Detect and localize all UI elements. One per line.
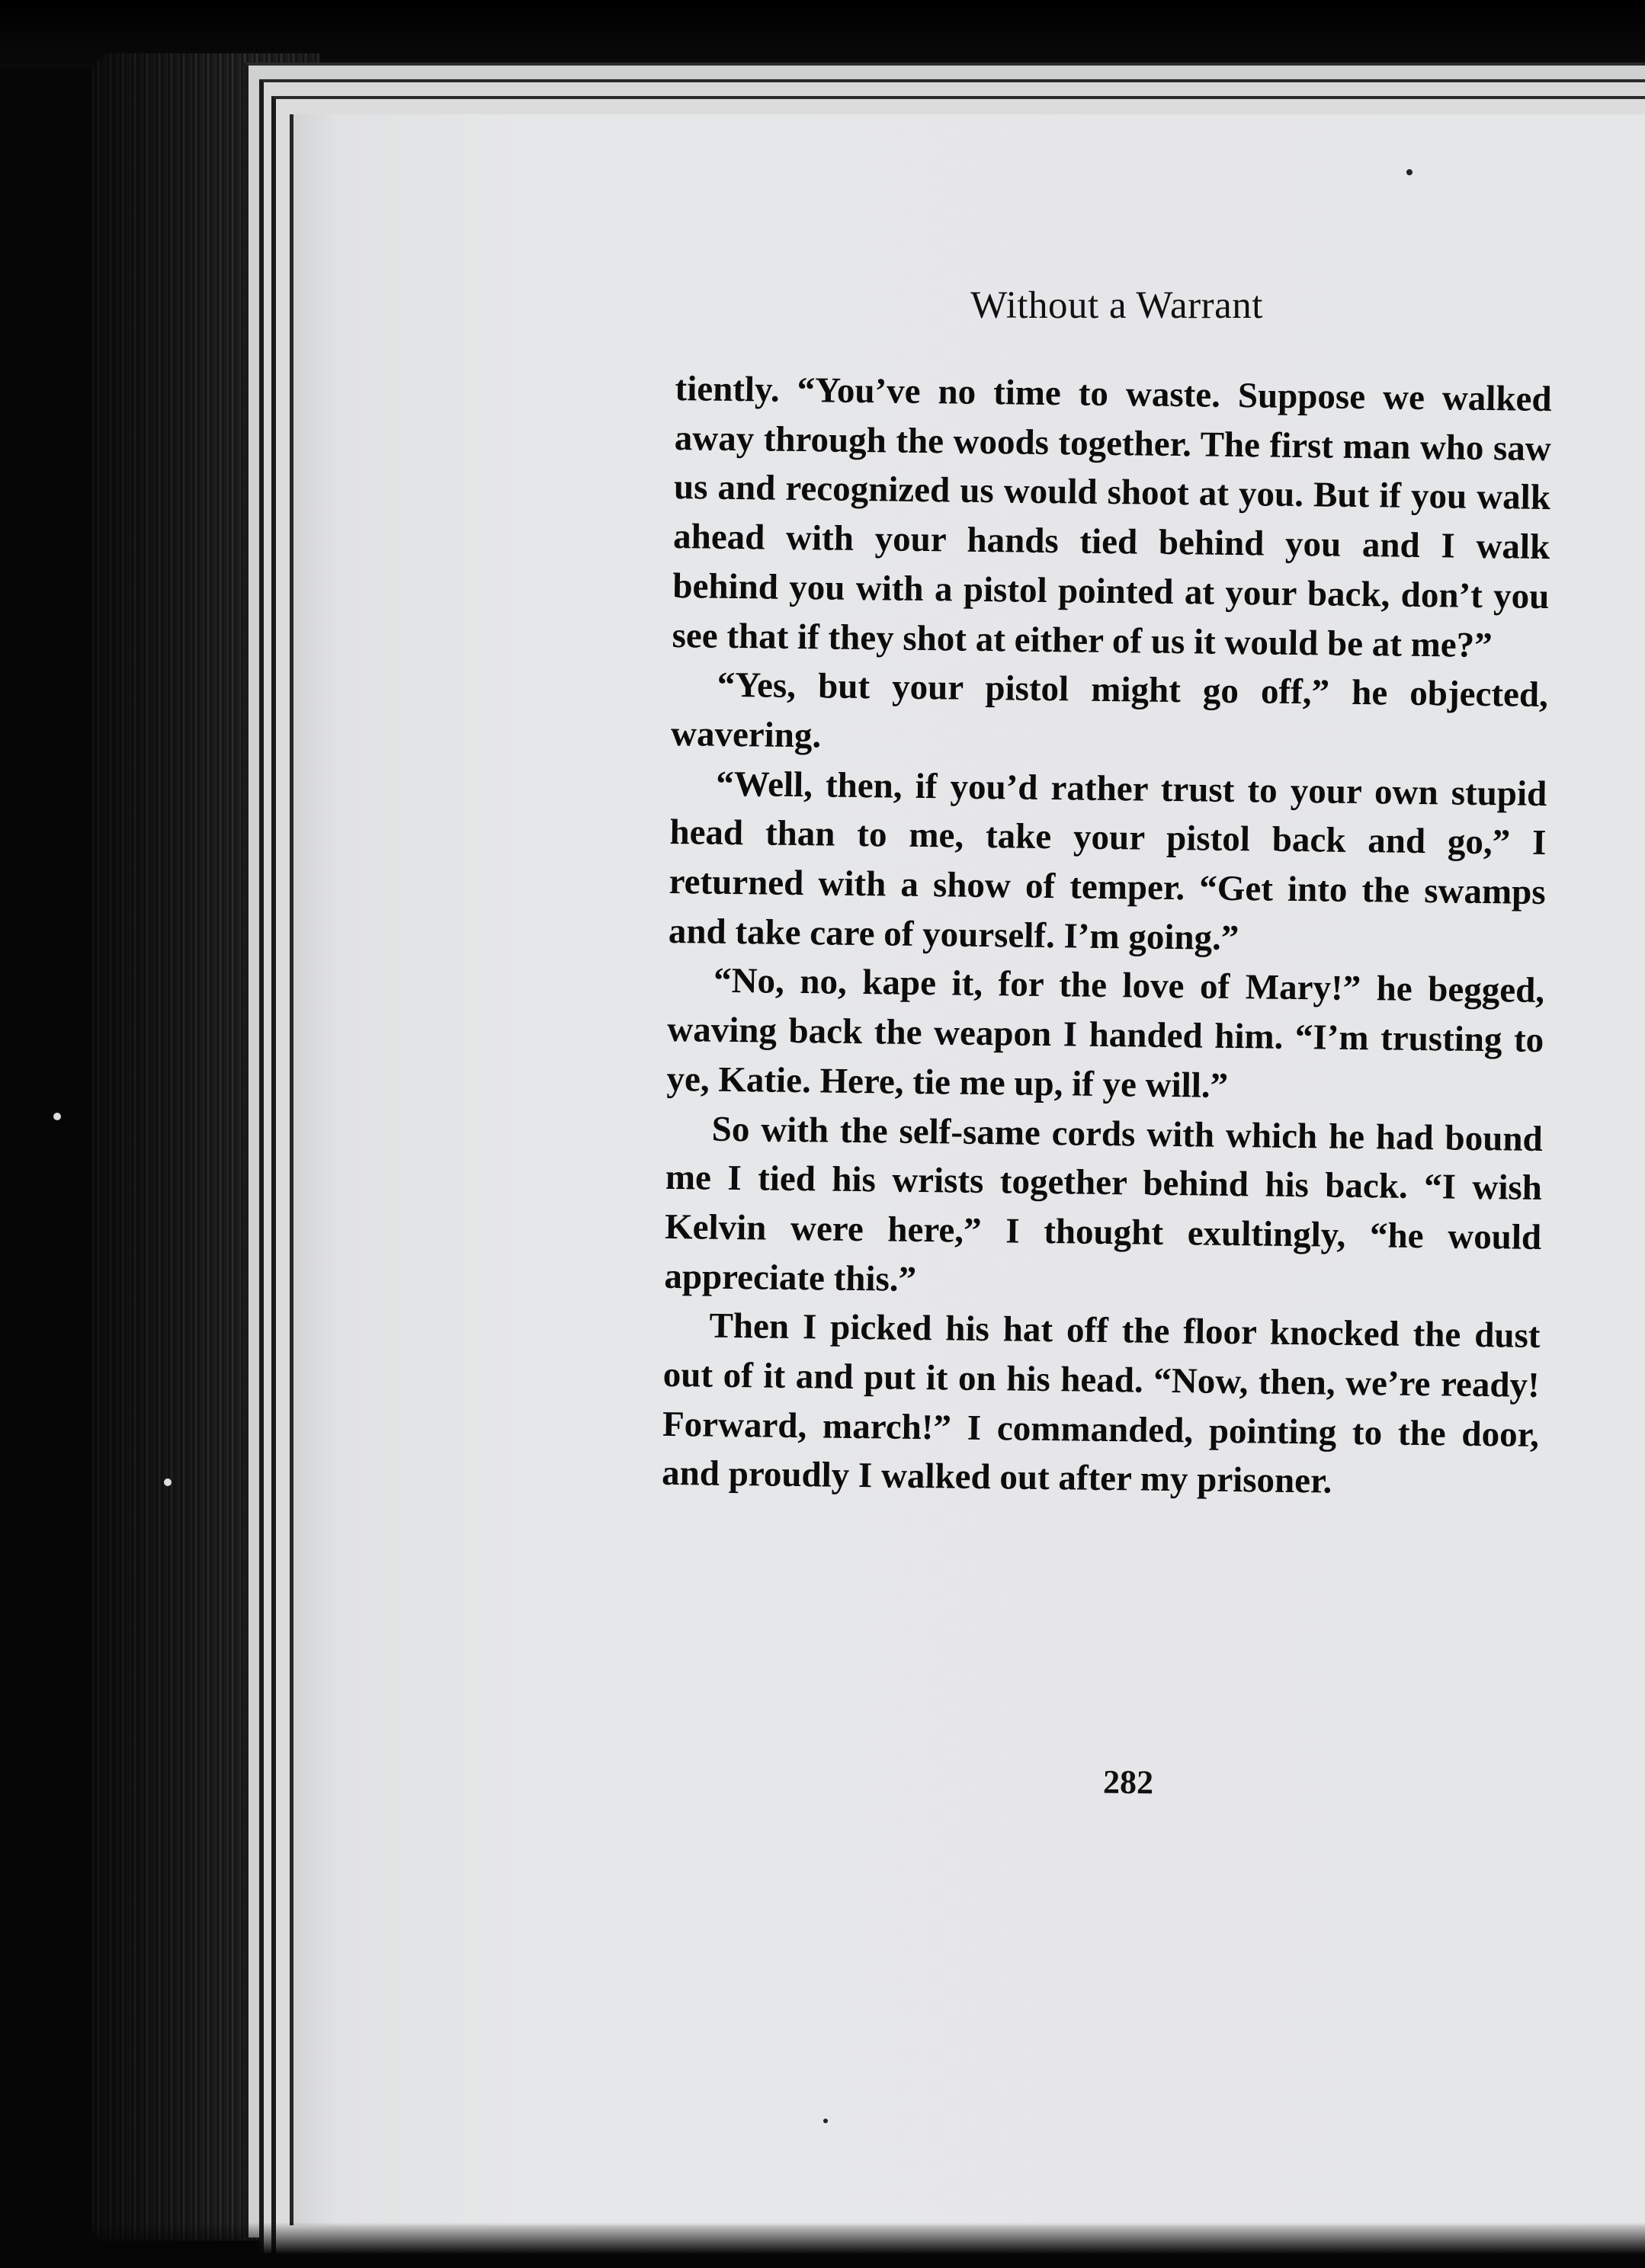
scan-speck [1406,169,1413,175]
paragraph: “Yes, but your pistol might go off,” he objected, wavering. [670,665,1549,756]
body-text [662,364,1552,1509]
scan-bottom-shadow [0,2222,1645,2268]
paragraph: So with the self-same cords with which he had bound me I tied his wrists together behind his back. “I wish Kelvin were here,” I thought exultingly, “he would appreciate this.” [664,1109,1543,1299]
paragraph: “Well, then, if you’d rather trust to your own stupid head than to me, take your pistol back and go,” I returned with a show of temper. “Get into the swamps and take care of yourself. I’m going.” [668,764,1547,958]
running-head: Without a Warrant [970,284,1263,327]
scan-speck [164,1478,172,1486]
paragraph: “No, no, kape it, for the love of Mary!” he begged, waving back the weapon I handed him. “I’m trusting to ye, Katie. Here, tie me up, if ye will.” [666,961,1545,1106]
page-number: 282 [1102,1763,1154,1802]
scan-speck [53,1113,61,1120]
scan-speck [823,2119,828,2123]
paragraph: tiently. “You’ve no time to waste. Suppose we walked away through the woods together. The first man who saw us and recognized us would shoot at you. But if you walk ahead with your hands tied behind you and I walk behind you with a pistol pointed at your back, don’t you see that if they shot at either of us it would be at me?” [672,368,1552,665]
paragraph: Then I picked his hat off the floor knocked the dust out of it and put it on his head. “Now, then, we’re ready! Forward, march!” I commanded, pointing to the door, and proudly I walked out after my prisoner. [661,1306,1541,1502]
